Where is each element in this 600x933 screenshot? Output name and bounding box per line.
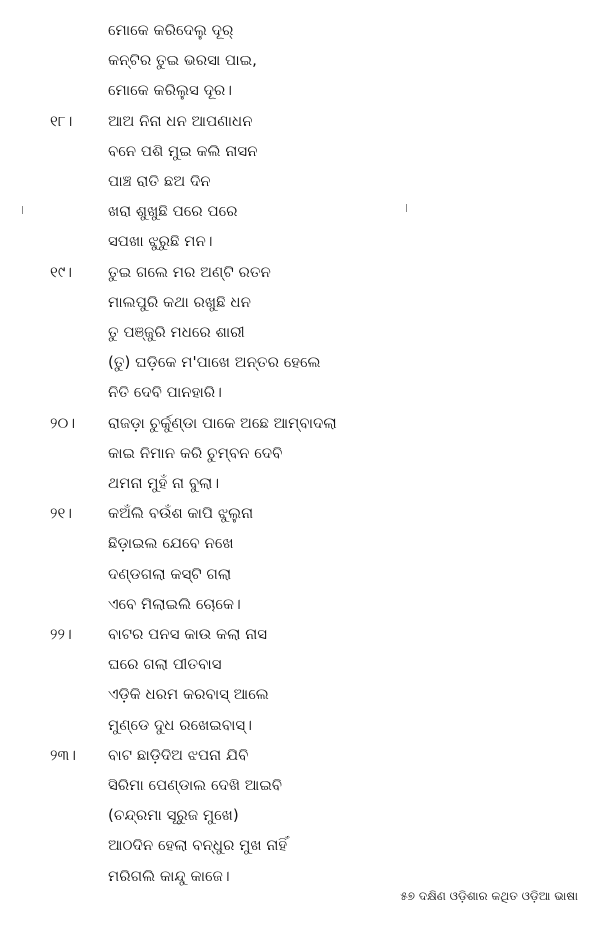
verse-line: ବାଟ ଛାଡ଼ିଦିଅ ଝପନା ଯିବି (108, 746, 249, 764)
verse-number: ୨୨। (50, 625, 72, 643)
verse-line: କଅଁଲି ବଉଁଶ କାପି ଝୁଲୁନା (108, 504, 254, 522)
verse-line: ଖରା ଶୁଖୁଛି ପରେ ପରେ (108, 202, 238, 220)
verse-line: ମାଲପୁରି କଥା ରଖୁଛି ଧନ (108, 293, 251, 311)
verse-line: ବନେ ପଶି ମୁଇ କଲି ନାସନ (108, 142, 258, 160)
verse-line: ରାଜଡ଼ା ଚୁର୍କୁଣ୍ଡା ପାକେ ଅଛେ ଆମ୍ବାଦଲା (108, 414, 337, 432)
verse-line: ବାଟର ପନସ କାଉ କଲା ନାସ (108, 625, 268, 643)
verse-line: ସପଖା ଝୁରୁଛି ମନ। (108, 232, 213, 250)
verse-line: ଘରେ ଗଲା ପୀତବାସ (108, 655, 222, 673)
verse-line: (ତୁ) ଘଡ଼ିକେ ମ'ପାଖେ ଅନ୍ତର ହେଲେ (108, 353, 321, 371)
verse-line: ତୁଇ ଗଲେ ମର ଅଣ୍ଟି ରତନ (108, 263, 271, 281)
verse-line: ପାଞ୍ଚ ରାତି ଛଅ ଦିନ (108, 172, 211, 190)
verse-line: ଥମନା ମୁହଁ ନା ବୁଲା। (108, 474, 220, 492)
verse-line: ମୁଣ୍ଡେ ଦୁଧ ରଖେଇବାସ୍। (108, 716, 252, 734)
verse-line: ଏଡ଼ିକି ଧରମ କରବାସ୍ ଆଲେ (108, 685, 269, 703)
verse-line: ସିରିମା ପେଣ୍ଡାଲ ଦେଖି ଆଇବି (108, 776, 283, 794)
scan-speck (406, 204, 407, 212)
verse-line: ଆଅ ନିନା ଧନ ଆପଣାଧନ (108, 112, 253, 130)
verse-line: ଦଣ୍ଡଗଲା କସ୍ଟି ଗଲା (108, 565, 232, 583)
verse-line: ଏବେ ମିଲାଇଲି ଚୋକେ। (108, 595, 241, 613)
verse-line: ମୋକେ କରିଲୁସ ଦୂର। (108, 81, 233, 99)
verse-line: ମୋକେ କରିଦେଲୁ ଦୂର୍ (108, 21, 234, 39)
page-footer: ୫୭ ଦକ୍ଷିଣ ଓଡ଼ିଶାର କଥିତ ଓଡ଼ିଆ ଭାଷା (400, 889, 578, 903)
scan-speck (22, 206, 23, 214)
verse-line: ନିତି ଦେବି ପାନହାରି। (108, 383, 222, 401)
verse-line: ଛିଡ଼ାଇଲ ଯେବେ ନଖେ (108, 534, 234, 552)
verse-line: କନ୍ଟିର ତୁଇ ଭରସା ପାଇ, (108, 51, 257, 69)
verse-number: ୧୯। (50, 263, 73, 281)
verse-line: କାଇ ନିମାନ କରି ଚୁମ୍ବନ ଦେବି (108, 444, 283, 462)
verse-number: ୨୧। (50, 504, 73, 522)
verse-line: (ଚନ୍ଦ୍ରମା ସୂରୁଜ ମୁଖେ) (108, 806, 239, 824)
verse-number: ୨୦। (50, 414, 76, 432)
verse-line: ମରିଗଲି କାନ୍ଦୁ କାଜେ। (108, 867, 230, 885)
verse-number: ୨୩। (50, 746, 77, 764)
verse-line: ତୁ ପଞ୍ଜୁରି ମଧରେ ଶାରୀ (108, 323, 245, 341)
verse-number: ୧୮। (50, 112, 73, 130)
verse-line: ଆଠଦିନ ହେଲା ବନ୍ଧୁର ମୁଖ ନାହିଁ (108, 836, 288, 854)
